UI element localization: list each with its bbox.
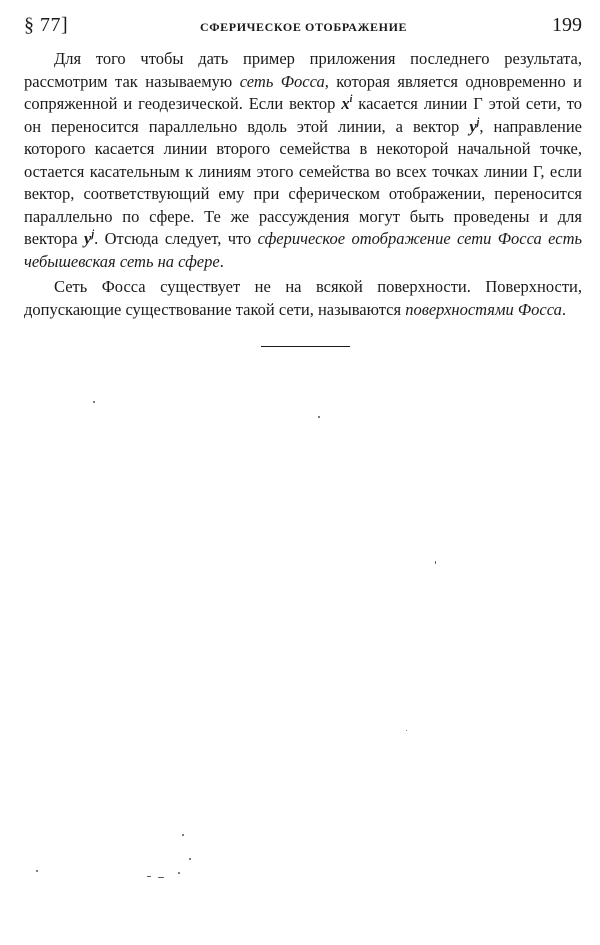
term-voss-net: сеть Фосса: [239, 71, 325, 91]
scan-speck: [182, 834, 184, 836]
text-run: .: [561, 299, 566, 319]
paragraph-voss-net-example: [24, 48, 582, 273]
text-run: . Отсюда следует, что: [94, 229, 258, 248]
text-run: Для того чтобы дать пример приложения последнего результата, рассмотрим так называемую: [24, 49, 582, 91]
vector-x-index: i: [349, 94, 353, 105]
scan-speck: [318, 416, 320, 418]
text-run: .: [219, 251, 224, 271]
vector-y: [469, 117, 479, 136]
text-run: касается линии Γ этой сети, то он переносится параллельно вдоль этой линии, а вектор: [24, 94, 582, 136]
text-run: , которая является одновременно и сопряженной и геодезической. Если вектор: [24, 71, 582, 113]
page-header: [24, 14, 582, 38]
scan-speck: [189, 858, 191, 860]
section-number: § 77]: [24, 14, 69, 36]
page-number: 199: [552, 14, 582, 36]
vector-y-symbol: y: [84, 229, 92, 248]
term-voss-surfaces: поверхностями Фосса: [405, 299, 562, 319]
body-text: [24, 48, 582, 321]
vector-x: [341, 94, 352, 113]
scan-speck: [147, 876, 151, 877]
running-title: СФЕРИЧЕСКОЕ ОТОБРАЖЕНИЕ: [200, 20, 408, 34]
text-run: , направление которого касается линии второго семейства в некоторой начальной точке, остается касательным к линиям этого семейства во всех точках линии Γ, если вектор, соответствующий ему при сферическом отображении, переносится параллельно по сфере. Те же рассуждения могут быть проведены и для вектора: [24, 116, 582, 248]
vector-y-index: j: [91, 229, 95, 240]
conclusion-statement: сферическое отображение сети Фосса есть чебышевская сеть на сфере: [24, 229, 582, 271]
scan-speck: [178, 872, 180, 874]
scan-speck: [158, 877, 164, 878]
scan-speck: [435, 561, 436, 564]
section-end-rule: [261, 346, 350, 347]
paragraph-voss-surfaces: [24, 276, 582, 321]
vector-x-symbol: x: [341, 94, 350, 113]
vector-y-index: j: [476, 116, 480, 128]
vector-y-symbol: y: [469, 116, 477, 136]
scan-speck: [36, 870, 38, 872]
vector-y-repeat: [84, 229, 94, 248]
text-run: Сеть Фосса существует не на всякой поверхности. Поверхности, допускающие существование такой сети, называются: [24, 277, 582, 319]
scan-speck: [93, 401, 95, 403]
scan-speck: [406, 730, 407, 731]
